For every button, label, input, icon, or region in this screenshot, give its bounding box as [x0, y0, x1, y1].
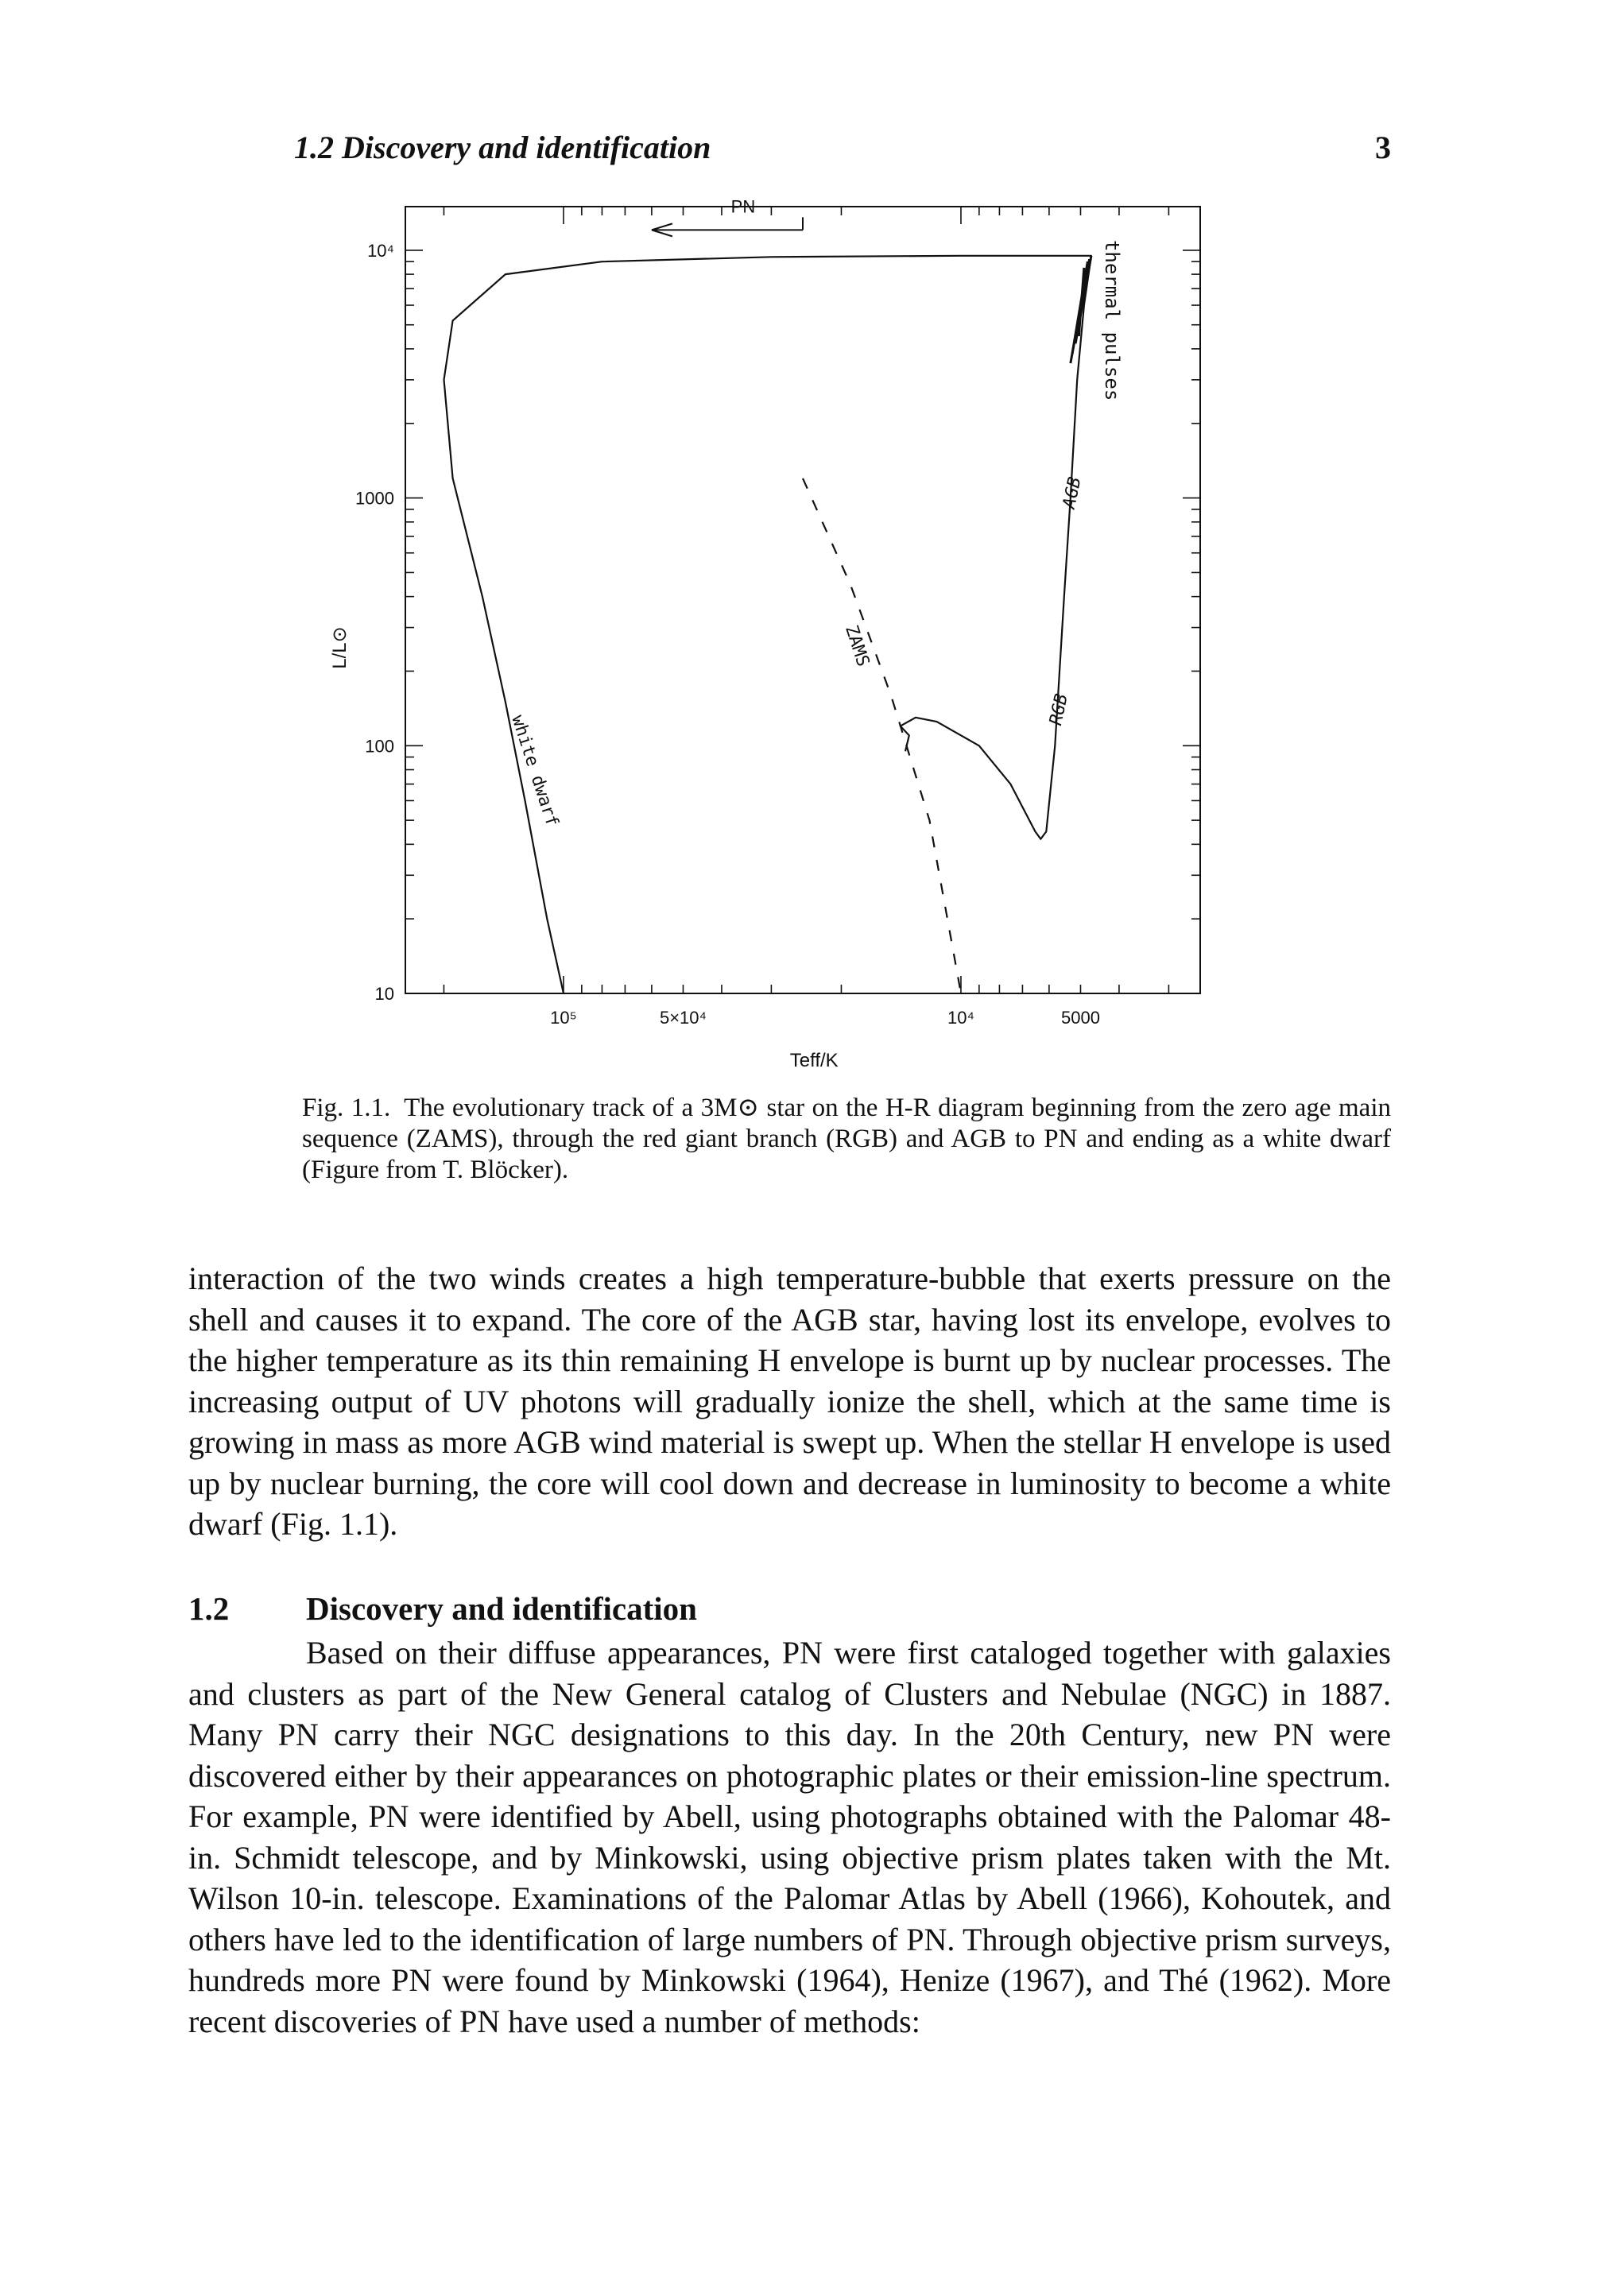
y-tick-label: 100	[365, 736, 394, 757]
rgb-label: RGB	[1046, 691, 1072, 727]
white-dwarf-label: white dwarf	[507, 712, 563, 830]
hr-diagram	[302, 191, 1224, 1081]
plot-frame	[405, 207, 1200, 993]
y-axis-label: L/L⊙	[329, 626, 351, 669]
figure-caption	[302, 1093, 1391, 1186]
page-number: 3	[1375, 130, 1391, 165]
section-title: Discovery and identification	[306, 1590, 697, 1627]
caption-label: Fig. 1.1.	[302, 1094, 391, 1122]
body-paragraph: Based on their diffuse appearances, PN were first cataloged together with galaxies and clusters as part of the New General catalog of Clusters and Nebulae (NGC) in 1887. Many PN carry their NGC designations to this day. In the 20th Century, new PN were discovered either by their appearances on photographic plates or their emission-line spectrum. For example, PN were identified by Abell, using photographs obtained with the Palomar 48-in. Schmidt telescope, and by Minkowski, using objective prism plates taken with the Mt. Wilson 10-in. telescope. Examinations of the Palomar Atlas by Abell (1966), Kohoutek, and others have led to the identification of large numbers of PN. Through objective prism surveys, hundreds more PN were found by Minkowski (1964), Henize (1967), and Thé (1962). More recent discoveries of PN have used a number of methods:	[188, 1635, 1391, 2039]
evolutionary-track-line	[444, 256, 1091, 993]
x-tick-label: 5000	[1061, 1008, 1100, 1028]
y-tick-label: 10⁴	[367, 240, 394, 261]
running-title: 1.2 Discovery and identification	[294, 130, 711, 165]
section-number: 1.2	[188, 1590, 230, 1627]
x-tick-label: 5×10⁴	[659, 1008, 707, 1028]
running-header	[294, 129, 1391, 176]
agb-label: AGB	[1059, 475, 1086, 511]
x-axis-label: Teff/K	[789, 1050, 839, 1071]
x-tick-label: 10⁴	[947, 1008, 974, 1028]
x-tick-label: 10⁵	[550, 1008, 577, 1028]
zams-label: ZAMS	[841, 622, 874, 669]
zams-line	[803, 478, 961, 993]
y-tick-label: 10	[374, 984, 394, 1004]
caption-text: The evolutionary track of a 3M⊙ star on the H-R diagram beginning from the zero age main sequence (ZAMS), through the red giant branch (RGB) and AGB to PN and ending as a white dwarf (Figure from T. Blöcker).	[302, 1094, 1391, 1184]
pn-label: PN	[730, 196, 756, 217]
section-heading	[188, 1589, 697, 1628]
thermal-pulses-label: thermal pulses	[1100, 239, 1123, 401]
y-tick-label: 1000	[355, 488, 394, 509]
body-paragraph: interaction of the two winds creates a high temperature-bubble that exerts pressure on the shell and causes it to expand. The core of the AGB star, having lost its envelope, evolves to the higher temperature as its thin remaining H envelope is burnt up by nuclear processes. The increasing output of UV photons will gradually ionize the shell, which at the same time is growing in mass as more AGB wind material is swept up. When the stellar H envelope is used up by nuclear burning, the core will cool down and decrease in luminosity to become a white dwarf (Fig. 1.1).	[188, 1260, 1391, 1542]
